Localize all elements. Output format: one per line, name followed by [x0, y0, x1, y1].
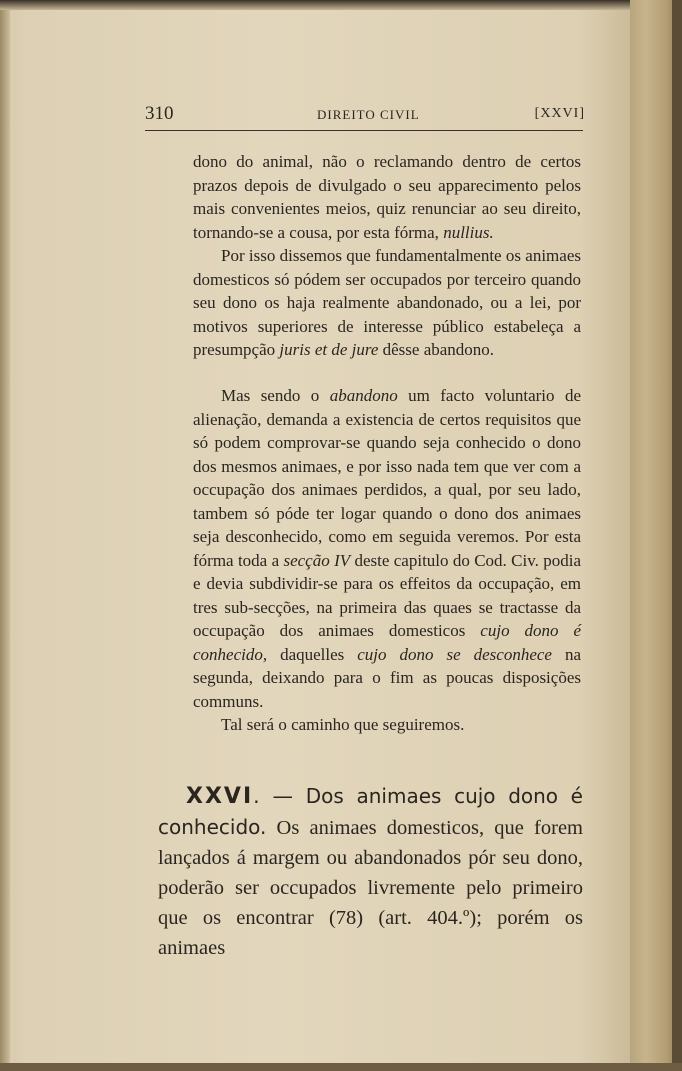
paragraph-block-2	[193, 384, 581, 737]
paragraph-2: Por isso dissemos que fundamentalmente os animaes domesticos só pódem ser occupados por terceiro quando seu dono os haja realmente abandonado, ou a lei, por motivos superiores de interesse público estabeleça a presumpção juris et de jure dêsse abandono.	[193, 246, 581, 359]
section-paragraph	[158, 781, 583, 963]
header-rule	[145, 130, 583, 131]
paragraph-4: Tal será o caminho que seguiremos.	[221, 715, 465, 734]
paragraph-3: Mas sendo o abandono um facto voluntario de alienação, demanda a existencia de certos requisitos que só podem comprovar-se quando seja conhecido o dono dos mesmos animaes, e por isso nada tem que ver com a occupação dos animaes perdidos, a qual, por seu lado, tambem só póde ter logar quando o dono dos animaes seja desconhecido, como em seguida veremos. Por esta fórma toda a secção IV deste capitulo do Cod. Civ. podia e devia subdividir-se para os effeitos da occupação, em tres sub-secções, na primeira das quaes se tractasse da occupação dos animaes domesticos cujo dono é conhecido, daquelles cujo dono se desconhece na segunda, deixando para o fim as poucas disposições communs.	[193, 386, 581, 711]
page-left-edge	[0, 0, 10, 1071]
page-top-edge	[0, 0, 682, 10]
page-bottom-edge	[0, 1063, 682, 1071]
paragraph-1: dono do animal, não o reclamando dentro de certos prazos depois de divulgado o seu apparecimento pelos mais convenientes meios, quiz renunciar ao seu direito, tornando-se a cousa, por esta fórma, nullius.	[193, 152, 581, 242]
page-number: 310	[145, 103, 174, 124]
section-number: XXVI	[186, 784, 254, 809]
book-cover-edge	[672, 0, 682, 1071]
running-title: DIREITO CIVIL	[317, 107, 420, 122]
section-xxvi	[158, 781, 583, 963]
section-marker: [XXVI]	[534, 106, 585, 121]
section-dash: . —	[253, 784, 306, 808]
running-header	[145, 103, 585, 127]
section-body: Os animaes domesticos, que forem lançados á margem ou abandonados pór seu dono, poderão ser occupados livremente pelo primeiro que os encontrar (78) (art. 404.º); porém os animaes	[158, 817, 583, 959]
paragraph-block-1	[193, 150, 581, 362]
section-title: Dos animaes cujo dono é conhecido.	[158, 784, 583, 839]
